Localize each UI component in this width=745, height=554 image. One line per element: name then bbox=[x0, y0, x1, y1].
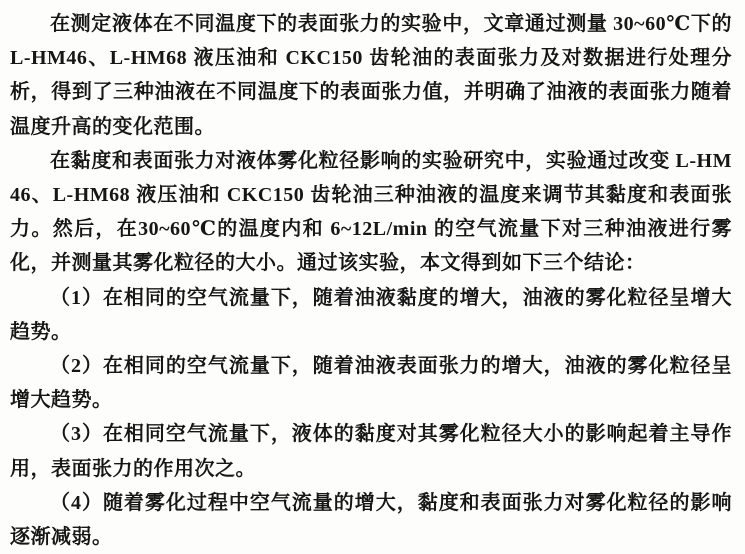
paragraph-surface-tension-measurement: 在测定液体在不同温度下的表面张力的实验中，文章通过测量 30~60℃下的L-HM46、L-HM68 液压油和 CKC150 齿轮油的表面张力及对数据进行处理分析，得到了三种油液在不同温度下的表面张力值，并明确了油液的表面张力随着温度升高的变化范围。 bbox=[10, 13, 732, 138]
conclusion-item-1: （1）在相同的空气流量下，随着油液黏度的增大，油液的雾化粒径呈增大趋势。 bbox=[10, 286, 732, 343]
conclusion-item-2: （2）在相同的空气流量下，随着油液表面张力的增大，油液的雾化粒径呈增大趋势。 bbox=[10, 355, 732, 412]
conclusion-item-4: （4）随着雾化过程中空气流量的增大，黏度和表面张力对雾化粒径的影响逐渐减弱。 bbox=[10, 491, 732, 549]
paragraph-atomization-experiment: 在黏度和表面张力对液体雾化粒径影响的实验研究中，实验通过改变 L-HM46、L-HM68 液压油和 CKC150 齿轮油三种油液的温度来调节其黏度和表面张力。然后，在30~60℃的温度内和 6~12L/min 的空气流量下对三种油液进行雾化，并测量其雾化粒径的大小。通过该实验，本文得到如下三个结论： bbox=[10, 149, 732, 275]
conclusion-item-3: （3）在相同空气流量下，液体的黏度对其雾化粒径大小的影响起着主导作用，表面张力的作用次之。 bbox=[10, 423, 732, 480]
